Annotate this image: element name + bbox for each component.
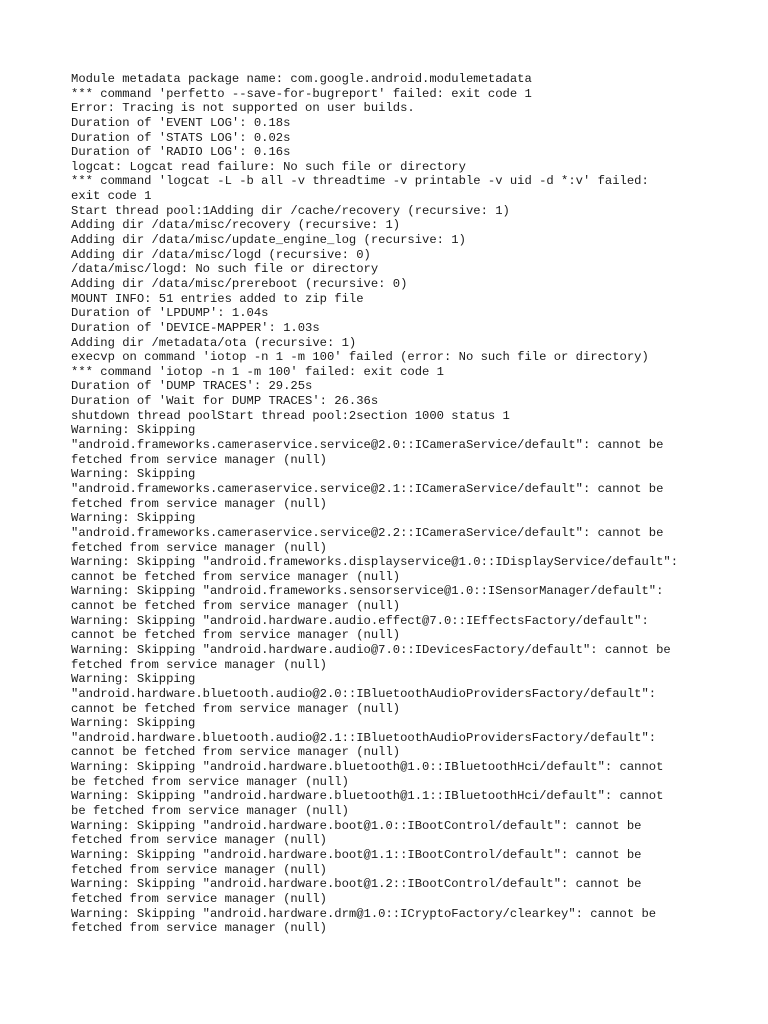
log-line: "android.frameworks.cameraservice.service@2.1::ICameraService/default": cannot be [71,481,664,496]
log-line: cannot be fetched from service manager (null) [71,599,401,614]
log-line: Start thread pool:1Adding dir /cache/recovery (recursive: 1) [71,203,510,218]
log-line: Warning: Skipping "android.hardware.boot@1.0::IBootControl/default": cannot be [71,818,642,833]
log-line: execvp on command 'iotop -n 1 -m 100' failed (error: No such file or directory) [71,350,649,365]
log-line: *** command 'iotop -n 1 -m 100' failed: exit code 1 [71,364,444,379]
log-line: fetched from service manager (null) [71,540,327,555]
log-line: Warning: Skipping "android.hardware.drm@1.0::ICryptoFactory/clearkey": cannot be [71,906,657,921]
log-line: fetched from service manager (null) [71,833,327,848]
log-line: exit code 1 [71,189,152,204]
log-line: shutdown thread poolStart thread pool:2section 1000 status 1 [71,408,510,423]
log-line: be fetched from service manager (null) [71,804,349,819]
log-line: "android.frameworks.cameraservice.service@2.2::ICameraService/default": cannot be [71,525,664,540]
log-line: fetched from service manager (null) [71,496,327,511]
log-line: Warning: Skipping [71,716,196,731]
log-line: Warning: Skipping "android.hardware.boot@1.1::IBootControl/default": cannot be [71,847,642,862]
log-line: Warning: Skipping "android.hardware.audio@7.0::IDevicesFactory/default": cannot be [71,642,671,657]
log-line: *** command 'logcat -L -b all -v threadtime -v printable -v uid -d *:v' failed: [71,174,649,189]
log-line: "android.hardware.bluetooth.audio@2.1::IBluetoothAudioProvidersFactory/default": [71,730,657,745]
log-line: Adding dir /data/misc/recovery (recursive: 1) [71,218,401,233]
log-line: fetched from service manager (null) [71,657,327,672]
log-line: Warning: Skipping "android.frameworks.displayservice@1.0::IDisplayService/default": [71,555,679,570]
log-line: Warning: Skipping "android.hardware.audio.effect@7.0::IEffectsFactory/default": [71,613,649,628]
log-line: Adding dir /data/misc/logd (recursive: 0) [71,247,371,262]
log-line: Duration of 'LPDUMP': 1.04s [71,306,269,321]
log-line: Module metadata package name: com.google.android.modulemetadata [71,72,532,86]
log-line: cannot be fetched from service manager (null) [71,628,401,643]
log-line: Adding dir /data/misc/update_engine_log (recursive: 1) [71,233,466,248]
log-line: Duration of 'RADIO LOG': 0.16s [71,145,291,160]
log-line: Warning: Skipping "android.hardware.boot@1.2::IBootControl/default": cannot be [71,877,642,892]
log-line: be fetched from service manager (null) [71,774,349,789]
log-line: Duration of 'STATS LOG': 0.02s [71,130,291,145]
log-line: "android.hardware.bluetooth.audio@2.0::IBluetoothAudioProvidersFactory/default": [71,686,657,701]
log-line: Adding dir /metadata/ota (recursive: 1) [71,335,357,350]
log-line: Warning: Skipping "android.frameworks.sensorservice@1.0::ISensorManager/default": [71,584,664,599]
log-line: fetched from service manager (null) [71,891,327,906]
log-line: logcat: Logcat read failure: No such file or directory [71,159,466,174]
log-line: Duration of 'EVENT LOG': 0.18s [71,115,291,130]
log-line: Duration of 'DUMP TRACES': 29.25s [71,379,313,394]
log-line: Duration of 'DEVICE-MAPPER': 1.03s [71,320,320,335]
log-line: *** command 'perfetto --save-for-bugreport' failed: exit code 1 [71,86,532,101]
log-line: cannot be fetched from service manager (null) [71,701,401,716]
log-line: Warning: Skipping [71,423,196,438]
log-line: Warning: Skipping "android.hardware.bluetooth@1.1::IBluetoothHci/default": cannot [71,789,664,804]
log-line: fetched from service manager (null) [71,452,327,467]
log-line: Duration of 'Wait for DUMP TRACES': 26.36s [71,394,379,409]
log-line: Warning: Skipping [71,511,196,526]
log-line: MOUNT INFO: 51 entries added to zip file [71,291,364,306]
log-line: "android.frameworks.cameraservice.service@2.0::ICameraService/default": cannot be [71,438,664,453]
log-text-block [71,72,711,936]
log-line: fetched from service manager (null) [71,921,327,936]
log-line: Adding dir /data/misc/prereboot (recursive: 0) [71,276,408,291]
log-line: Error: Tracing is not supported on user builds. [71,101,415,116]
log-line: Warning: Skipping [71,672,196,687]
log-line: cannot be fetched from service manager (null) [71,569,401,584]
log-line: Warning: Skipping "android.hardware.bluetooth@1.0::IBluetoothHci/default": cannot [71,760,664,775]
log-line: fetched from service manager (null) [71,862,327,877]
log-line: Warning: Skipping [71,467,196,482]
log-line: /data/misc/logd: No such file or directory [71,262,379,277]
log-line: cannot be fetched from service manager (null) [71,745,401,760]
